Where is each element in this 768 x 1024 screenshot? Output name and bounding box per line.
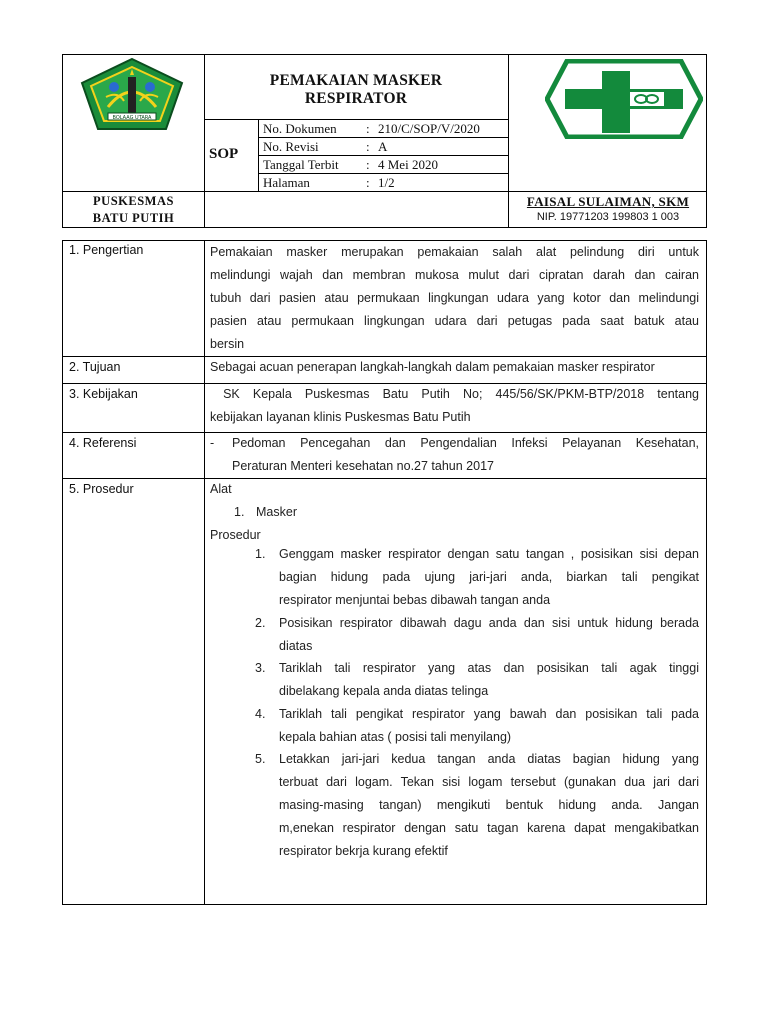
step-text (279, 703, 699, 749)
section-text-referensi (232, 432, 699, 478)
referensi-line: Peraturan Menteri kesehatan no.27 tahun 2017 (232, 459, 494, 473)
meta-sep-document-no: : (366, 121, 370, 136)
step-line: bagian hidung pada ujung jari-jari anda, biarkan tali pengikat (279, 570, 699, 584)
meta-value-page: 1/2 (378, 175, 395, 190)
signer-name: FAISAL SULAIMAN, SKM (526, 194, 690, 209)
org-line-1: PUSKESMAS (93, 194, 174, 208)
meta-label-page: Halaman (263, 175, 310, 190)
step-line: diatas (279, 639, 313, 653)
section-label-prosedur: 5. Prosedur (69, 482, 134, 496)
meta-sep-page: : (366, 175, 370, 190)
puskesmas-cross-logo (545, 59, 703, 139)
step-line: respirator menjuntai bebas dibawah tangan anda (279, 593, 551, 607)
step-text (279, 748, 699, 863)
organization-name (63, 193, 204, 227)
pengertian-line: pasien atau permukaan lingkungan udara dari petugas pada saat batuk atau (210, 314, 699, 328)
meta-sep-revision: : (366, 139, 370, 154)
section-label-pengertian: 1. Pengertian (69, 243, 144, 257)
meta-sep-issue-date: : (366, 157, 370, 172)
pengertian-line: melindungi wajah dan membran mukosa mulut dari cipratan darah dan cairan (210, 268, 699, 282)
step-line: Tariklah tali pengikat respirator yang bawah dan posisikan tali pada (279, 707, 699, 721)
section-label-kebijakan: 3. Kebijakan (69, 387, 138, 401)
step-number: 2. (255, 616, 266, 630)
kebijakan-line: SK Kepala Puskesmas Batu Putih No; 445/56/SK/PKM-BTP/2018 tentang (210, 387, 699, 401)
step-line: masing-masing tangan) mengikuti bentuk hidung anda. Jangan (279, 798, 699, 812)
pengertian-line: bersin (210, 337, 245, 351)
meta-value-document-no: 210/C/SOP/V/2020 (378, 121, 480, 136)
referensi-dash: - (210, 436, 215, 450)
section-label-referensi: 4. Referensi (69, 436, 137, 450)
step-number: 1. (255, 547, 266, 561)
step-line: kepala bahian atas ( posisi tali menyilang) (279, 730, 512, 744)
step-line: respirator bekrja kurang efektif (279, 844, 448, 858)
step-number: 4. (255, 707, 266, 721)
referensi-line: Pedoman Pencegahan dan Pengendalian Infeksi Pelayanan Kesehatan, (232, 436, 699, 450)
step-text (279, 657, 699, 703)
district-emblem-logo (78, 57, 186, 133)
section-label-tujuan: 2. Tujuan (69, 360, 121, 374)
pengertian-line: Pemakaian masker merupakan pemakaian salah alat pelindung diri untuk (210, 245, 699, 259)
step-line: m,enekan respirator dengan satu tagan karena dapat mengakibatkan (279, 821, 699, 835)
section-text-pengertian (210, 241, 699, 356)
sop-header-table (62, 54, 707, 228)
step-line: Tariklah tali respirator yang atas dan posisikan tali agak tinggi (279, 661, 699, 675)
meta-label-document-no: No. Dokumen (263, 121, 337, 136)
alat-heading: Alat (210, 482, 232, 496)
sop-content-table (62, 240, 707, 905)
meta-label-issue-date: Tanggal Terbit (263, 157, 339, 172)
step-line: Posisikan respirator dibawah dagu anda dan sisi untuk hidung berada (279, 616, 699, 630)
document-title (204, 72, 508, 108)
step-text (279, 543, 699, 612)
section-text-tujuan: Sebagai acuan penerapan langkah-langkah dalam pemakaian masker respirator (210, 360, 655, 374)
section-text-kebijakan (210, 383, 699, 429)
sop-label: SOP (209, 146, 239, 162)
alat-item-text: Masker (256, 505, 297, 519)
step-line: Letakkan jari-jari kedua tangan anda diatas bagian hidung yang (279, 752, 699, 766)
meta-label-revision: No. Revisi (263, 139, 319, 154)
step-number: 3. (255, 661, 266, 675)
meta-value-issue-date: 4 Mei 2020 (378, 157, 438, 172)
prosedur-heading: Prosedur (210, 528, 261, 542)
meta-value-revision: A (378, 139, 388, 154)
signer-nip: NIP. 19771203 199803 1 003 (536, 211, 680, 223)
org-line-2: BATU PUTIH (92, 211, 175, 225)
step-line: dibelakang kepala anda diatas telinga (279, 684, 489, 698)
step-number: 5. (255, 752, 266, 766)
title-line-1: PEMAKAIAN MASKER (269, 72, 443, 89)
pengertian-line: tubuh dari pasien atau permukaan lingkungan udara yang kotor dan melindungi (210, 291, 699, 305)
alat-item-number: 1. (234, 505, 245, 519)
emblem-banner-text: BOLAAG UTARA (112, 115, 152, 121)
kebijakan-line: kebijakan layanan klinis Puskesmas Batu Putih (210, 410, 471, 424)
step-line: Genggam masker respirator dengan satu tangan , posisikan sisi depan (279, 547, 699, 561)
step-text (279, 612, 699, 658)
step-line: terbuat dari logam. Tekan sisi logam tersebut (gunakan dua jari dari (279, 775, 699, 789)
title-line-2: RESPIRATOR (304, 90, 408, 107)
